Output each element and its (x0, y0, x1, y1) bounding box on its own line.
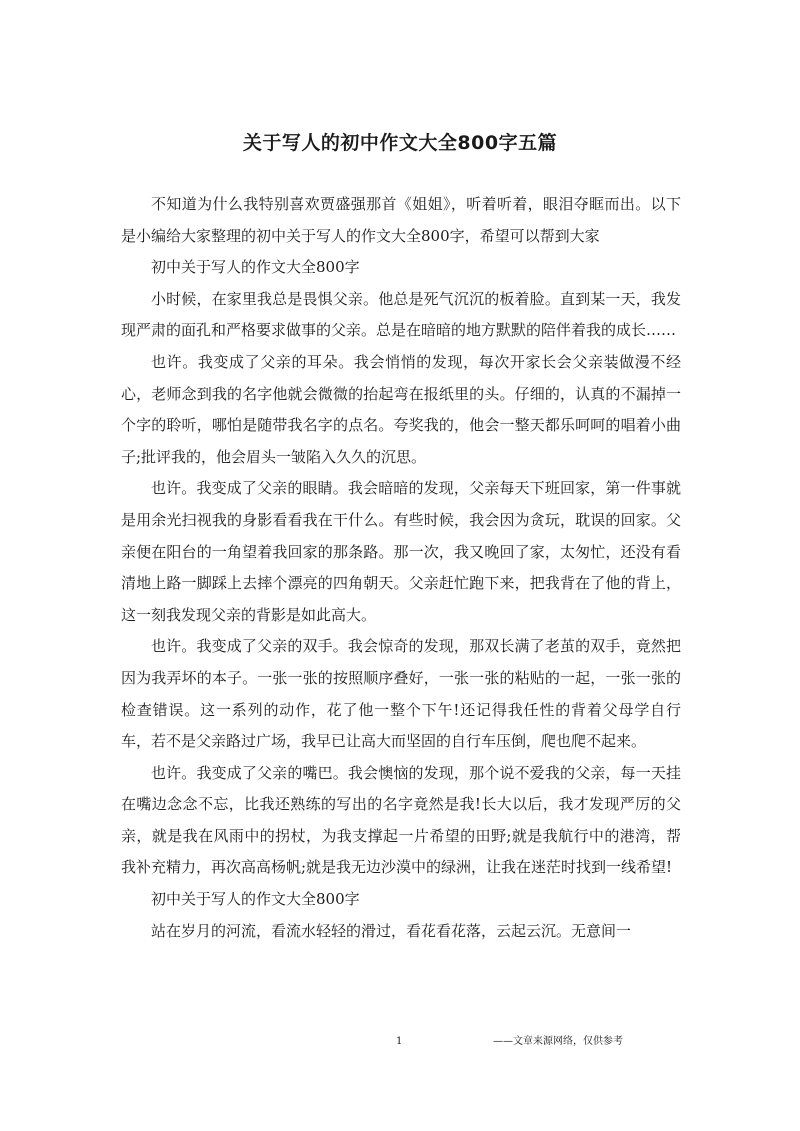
source-note: ——文章来源网络，仅供参考 (493, 1036, 623, 1047)
section-heading: 初中关于写人的作文大全800字 (151, 890, 360, 909)
paragraph: 小时候，在家里我总是畏惧父亲。他总是死气沉沉的板着脸。直到某一天，我发现严肃的面孔和严格要求做事的父亲。总是在暗暗的地方默默的陪伴着我的成长…… (121, 289, 681, 340)
paragraph: 也许。我变成了父亲的耳朵。我会悄悄的发现，每次开家长会父亲装做漫不经心，老师念到我的名字他就会微微的抬起弯在报纸里的头。仔细的，认真的不漏掉一个字的聆听，哪怕是随带我名字的点名。夸奖我的，他会一整天都乐呵呵的唱着小曲子;批评我的，他会眉头一皱陷入久久的沉思。 (121, 352, 681, 466)
page-number: 1 (396, 1036, 403, 1047)
paragraph: 也许。我变成了父亲的嘴巴。我会懊恼的发现，那个说不爱我的父亲，每一天挂在嘴边念念不忘，比我还熟练的写出的名字竟然是我!长大以后，我才发现严厉的父亲，就是我在风雨中的拐杖，为我支撑起一片希望的田野;就是我航行中的港湾，帮我补充精力，再次高高杨帆;就是我无边沙漠中的绿洲，让我在迷茫时找到一线希望! (121, 763, 681, 877)
page-footer (0, 1033, 800, 1051)
paragraph: 也许。我变成了父亲的眼睛。我会暗暗的发现，父亲每天下班回家，第一件事就是用余光扫视我的身影看看我在干什么。有些时候，我会因为贪玩，耽误的回家。父亲便在阳台的一角望着我回家的那条路。那一次，我又晚回了家，太匆忙，还没有看清地上路一脚踩上去摔个漂亮的四角朝天。父亲赶忙跑下来，把我背在了他的背上，这一刻我发现父亲的背影是如此高大。 (121, 479, 681, 624)
document-body (121, 189, 681, 947)
paragraph: 也许。我变成了父亲的双手。我会惊奇的发现，那双长满了老茧的双手，竟然把因为我弄坏的本子。一张一张的按照顺序叠好，一张一张的粘贴的一起，一张一张的检查错误。这一系列的动作，花了他一整个下午!还记得我任性的背着父母学自行车，若不是父亲路过广场，我早已让高大而坚固的自行车压倒，爬也爬不起来。 (121, 637, 681, 751)
paragraph: 站在岁月的河流，看流水轻轻的滑过，看花看花落，云起云沉。无意间一 (151, 921, 632, 940)
document-title: 关于写人的初中作文大全800字五篇 (242, 132, 558, 154)
paragraph-intro: 不知道为什么我特别喜欢贾盛强那首《姐姐》，听着听着，眼泪夺眶而出。以下是小编给大家整理的初中关于写人的作文大全800字，希望可以帮到大家 (121, 195, 681, 245)
section-heading: 初中关于写人的作文大全800字 (151, 258, 360, 277)
